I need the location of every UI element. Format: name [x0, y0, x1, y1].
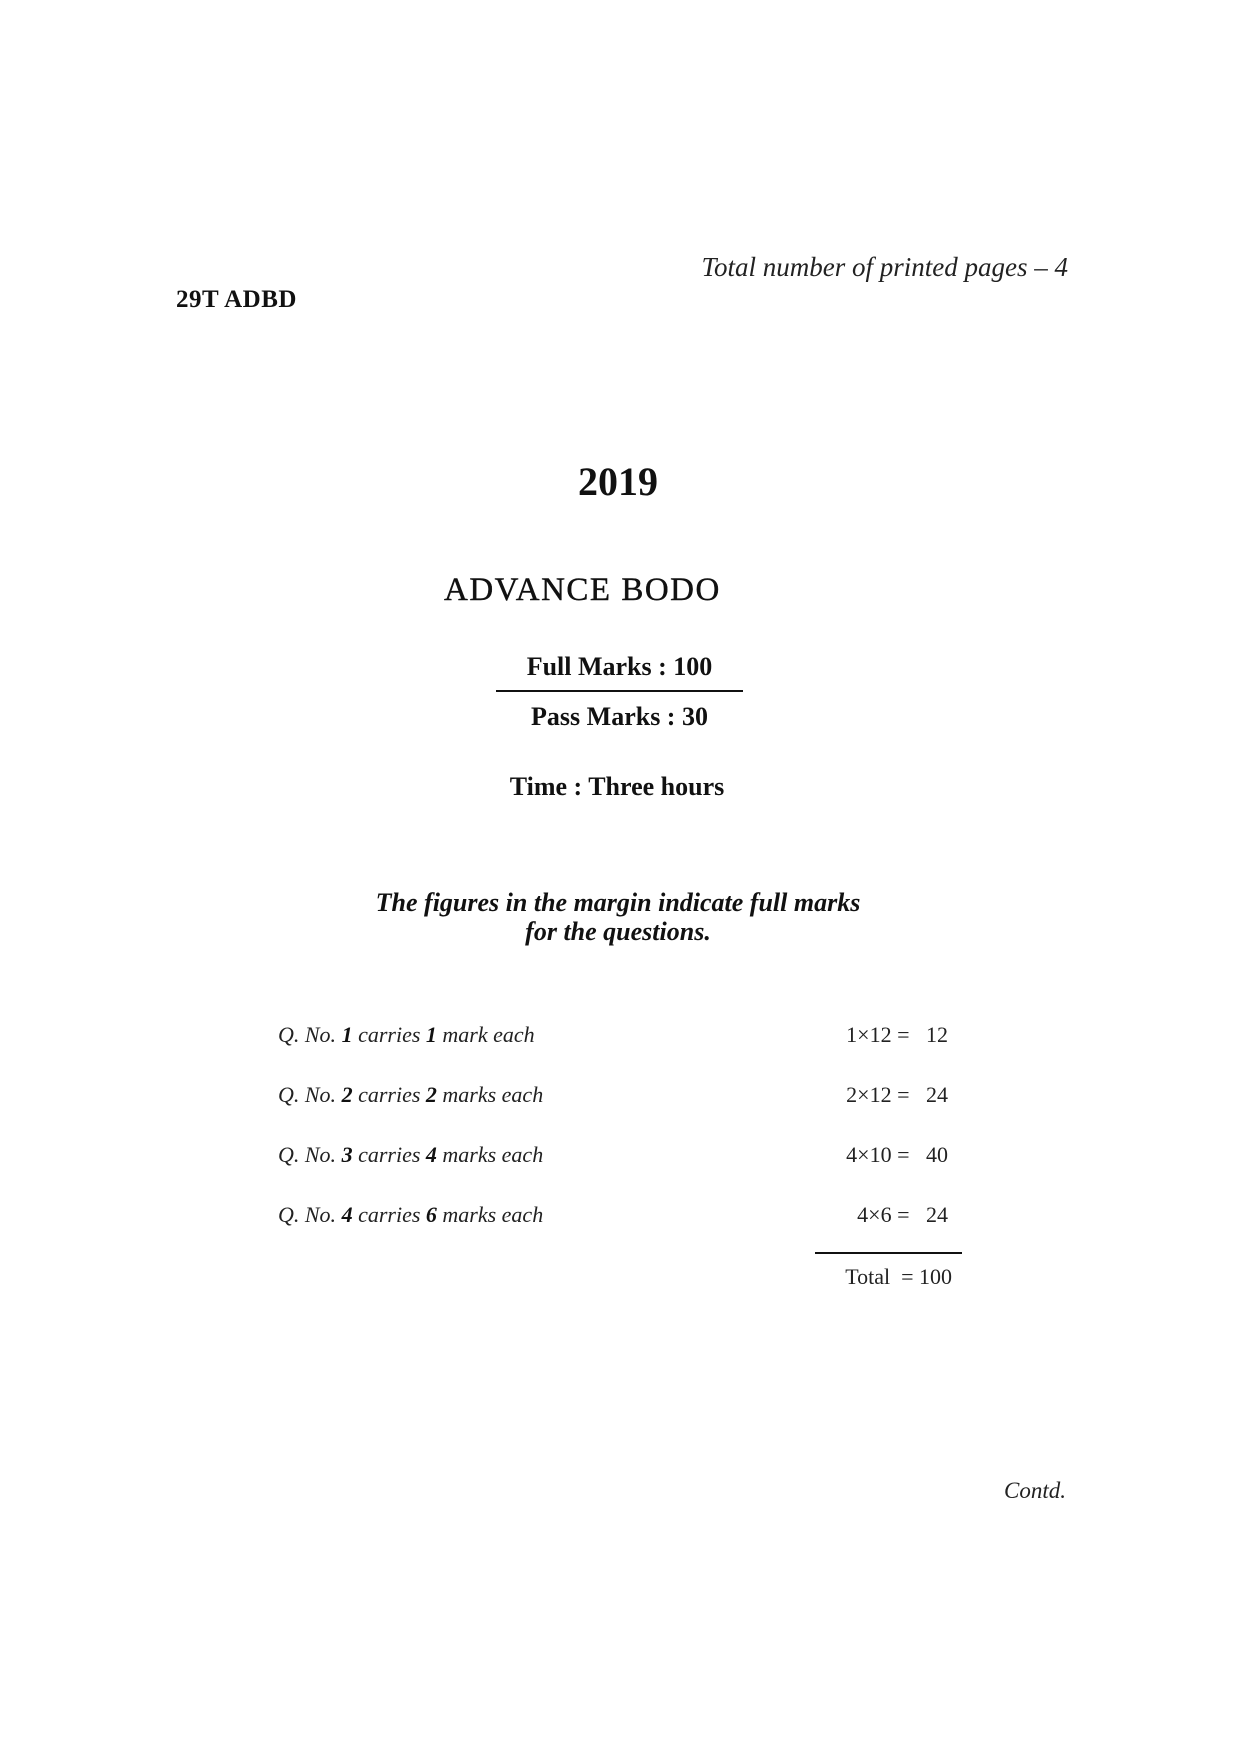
marks-scheme — [278, 1020, 958, 1260]
question-suffix: marks each — [436, 1142, 544, 1167]
question-number: 4 — [341, 1202, 353, 1227]
exam-duration-text: Time : Three hours — [509, 772, 725, 801]
question-mid: carries — [352, 1142, 426, 1167]
marks-scheme-row — [278, 1200, 958, 1260]
question-suffix: mark each — [436, 1022, 535, 1047]
marks-scheme-row — [278, 1140, 958, 1200]
marks-each: 2 — [425, 1082, 437, 1107]
marks-total: Total = 100 — [845, 1264, 952, 1289]
question-mid: carries — [352, 1022, 426, 1047]
continued-note: Contd. — [1004, 1478, 1066, 1503]
marks-block — [496, 652, 743, 732]
marks-calculation: 2×12 = 24 — [846, 1082, 948, 1107]
exam-year-text: 2019 — [578, 459, 658, 504]
marks-calculation: 4×6 = 24 — [857, 1202, 948, 1227]
marks-calculation: 4×10 = 40 — [846, 1142, 948, 1167]
question-mid: carries — [352, 1202, 426, 1227]
question-suffix: marks each — [436, 1202, 544, 1227]
question-description — [278, 1202, 543, 1228]
question-prefix: Q. No. — [278, 1082, 342, 1107]
total-divider — [815, 1252, 962, 1254]
question-description — [278, 1022, 535, 1048]
marks-scheme-row — [278, 1020, 958, 1080]
instruction-line-1: The figures in the margin indicate full marks — [375, 888, 861, 917]
question-suffix: marks each — [436, 1082, 544, 1107]
question-description — [278, 1142, 543, 1168]
question-number: 1 — [341, 1022, 353, 1047]
exam-duration — [0, 772, 1240, 802]
marks-calculation: 1×12 = 12 — [846, 1022, 948, 1047]
question-prefix: Q. No. — [278, 1202, 342, 1227]
exam-year — [0, 458, 1240, 505]
question-prefix: Q. No. — [278, 1142, 342, 1167]
question-mid: carries — [352, 1082, 426, 1107]
question-number: 3 — [341, 1142, 353, 1167]
marks-each: 6 — [425, 1202, 437, 1227]
question-number: 2 — [341, 1082, 353, 1107]
paper-code: 29T ADBD — [176, 286, 297, 313]
marks-each: 1 — [425, 1022, 437, 1047]
marks-scheme-row — [278, 1080, 958, 1140]
subject-title: ADVANCE BODO — [444, 572, 721, 608]
printed-pages-note: Total number of printed pages – 4 — [701, 252, 1068, 282]
instruction-line-2: for the questions. — [525, 917, 711, 946]
instruction-text — [0, 888, 1240, 946]
marks-each: 4 — [425, 1142, 437, 1167]
question-description — [278, 1082, 543, 1108]
pass-marks: Pass Marks : 30 — [531, 702, 708, 731]
question-prefix: Q. No. — [278, 1022, 342, 1047]
full-marks: Full Marks : 100 — [496, 652, 743, 692]
